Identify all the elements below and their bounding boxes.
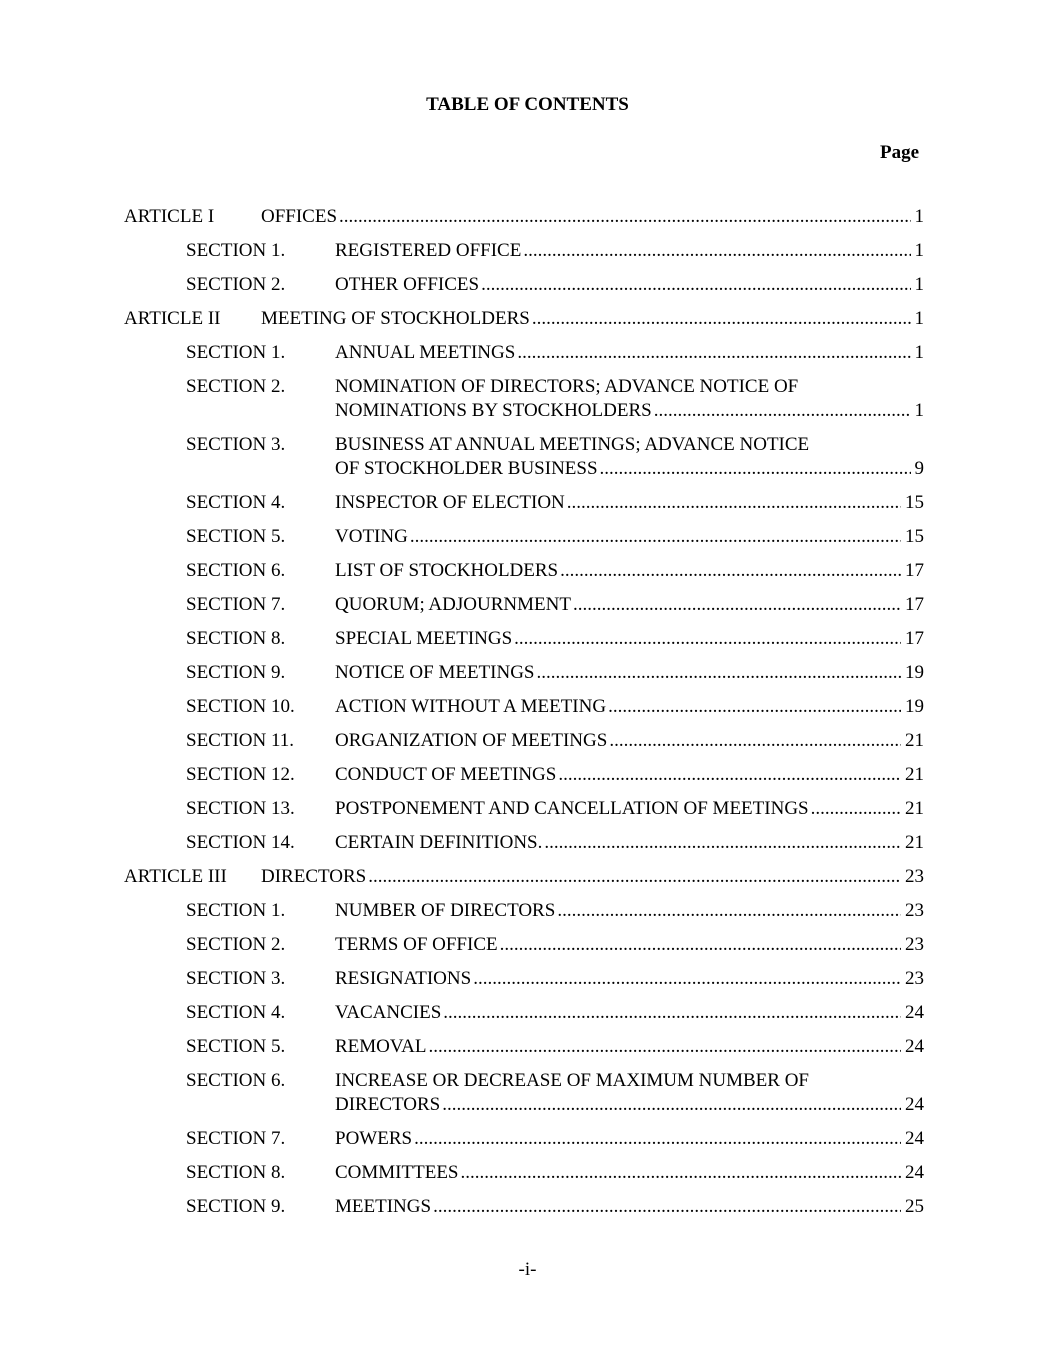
toc-entry-page-number: 24 [905, 1094, 924, 1115]
dot-leader [481, 274, 910, 296]
toc-entry-label: SECTION 1. [186, 900, 286, 921]
toc-entry-leader-line [335, 1002, 924, 1024]
document-title: TABLE OF CONTENTS [426, 94, 629, 115]
toc-entry-leader-line [335, 730, 924, 752]
toc-entry-label: SECTION 13. [186, 798, 295, 819]
toc-entry-leader-line [335, 968, 924, 990]
toc-entry-page-number: 1 [914, 206, 924, 227]
toc-entry-section[interactable] [0, 1070, 1055, 1128]
toc-entry-title: ACTION WITHOUT A MEETING [335, 696, 607, 717]
dot-leader [608, 696, 901, 718]
toc-entry-page-number: 1 [914, 400, 924, 421]
toc-entry-title: DIRECTORS [261, 866, 367, 887]
toc-entry-label: ARTICLE II [124, 308, 221, 329]
toc-entry-section[interactable] [0, 696, 1055, 730]
toc-entry-title: VACANCIES [335, 1002, 442, 1023]
toc-entry-title: NOMINATIONS BY STOCKHOLDERS [335, 400, 652, 421]
toc-entry-title: INCREASE OR DECREASE OF MAXIMUM NUMBER OF [335, 1070, 809, 1091]
toc-entry-section[interactable] [0, 628, 1055, 662]
toc-entry-page-number: 21 [905, 764, 924, 785]
toc-entry-leader-line [335, 594, 924, 616]
toc-entry-title: ORGANIZATION OF MEETINGS [335, 730, 608, 751]
toc-entry-leader-line [335, 900, 924, 922]
toc-entry-label: SECTION 4. [186, 492, 286, 513]
dot-leader [500, 934, 901, 956]
toc-entry-leader-line [335, 764, 924, 786]
toc-entry-section[interactable] [0, 376, 1055, 434]
toc-entry-title: OF STOCKHOLDER BUSINESS [335, 458, 598, 479]
toc-entry-title: NOTICE OF MEETINGS [335, 662, 535, 683]
dot-leader [573, 594, 901, 616]
toc-entry-section[interactable] [0, 526, 1055, 560]
toc-entry-label: ARTICLE I [124, 206, 215, 227]
toc-entry-page-number: 23 [905, 934, 924, 955]
toc-entry-label: SECTION 9. [186, 1196, 286, 1217]
toc-entry-label: SECTION 6. [186, 560, 286, 581]
toc-entry-title: BUSINESS AT ANNUAL MEETINGS; ADVANCE NOTICE [335, 434, 810, 455]
toc-entry-title: CERTAIN DEFINITIONS. [335, 832, 543, 853]
toc-entry-section[interactable] [0, 730, 1055, 764]
toc-entry-label: SECTION 14. [186, 832, 295, 853]
toc-entry-title: OTHER OFFICES [335, 274, 480, 295]
toc-entry-section[interactable] [0, 1002, 1055, 1036]
dot-leader [414, 1128, 901, 1150]
dot-leader [461, 1162, 902, 1184]
toc-entry-title: QUORUM; ADJOURNMENT [335, 594, 571, 615]
toc-entry-page-number: 15 [905, 492, 924, 513]
toc-entry-leader-line [335, 1162, 924, 1184]
dot-leader [433, 1196, 901, 1218]
toc-entry-section[interactable] [0, 1162, 1055, 1196]
toc-entry-section[interactable] [0, 1128, 1055, 1162]
toc-entry-page-number: 17 [905, 628, 924, 649]
toc-entry-page-number: 19 [905, 662, 924, 683]
toc-entry-label: SECTION 5. [186, 526, 286, 547]
toc-entry-page-number: 1 [914, 308, 924, 329]
toc-entry-label: SECTION 11. [186, 730, 295, 751]
toc-entry-leader-line [335, 458, 924, 480]
dot-leader [560, 560, 901, 582]
dot-leader [600, 458, 911, 480]
page-number-footer: -i- [518, 1259, 537, 1280]
toc-entry-title: OFFICES [261, 206, 338, 227]
toc-entry-leader-line [335, 560, 924, 582]
toc-entry-leader-line [335, 274, 924, 296]
toc-entry-section[interactable] [0, 764, 1055, 798]
toc-entry-title: RESIGNATIONS [335, 968, 472, 989]
toc-entry-leader-line [261, 866, 924, 888]
toc-entry-leader-line [335, 342, 924, 364]
toc-entry-leader-line [335, 400, 924, 422]
toc-entry-label: SECTION 9. [186, 662, 286, 683]
toc-entry-label: SECTION 7. [186, 594, 286, 615]
dot-leader [532, 308, 911, 330]
toc-entry-label: SECTION 6. [186, 1070, 286, 1091]
toc-entry-leader-line [335, 628, 924, 650]
dot-leader [811, 798, 901, 820]
toc-entry-section[interactable] [0, 900, 1055, 934]
toc-entry-label: SECTION 3. [186, 968, 286, 989]
toc-entry-section[interactable] [0, 1196, 1055, 1230]
toc-entry-page-number: 24 [905, 1162, 924, 1183]
toc-entry-page-number: 15 [905, 526, 924, 547]
dot-leader [544, 832, 901, 854]
toc-entry-label: SECTION 1. [186, 342, 286, 363]
toc-entry-section[interactable] [0, 274, 1055, 308]
toc-entry-page-number: 1 [914, 274, 924, 295]
toc-entry-title: ANNUAL MEETINGS [335, 342, 516, 363]
dot-leader [557, 900, 901, 922]
toc-entry-title: POSTPONEMENT AND CANCELLATION OF MEETINGS [335, 798, 809, 819]
toc-entry-leader-line [335, 1128, 924, 1150]
toc-entry-page-number: 1 [914, 240, 924, 261]
toc-entry-section[interactable] [0, 1036, 1055, 1070]
toc-entry-leader-line [335, 662, 924, 684]
toc-entry-label: SECTION 8. [186, 1162, 286, 1183]
toc-entry-page-number: 17 [905, 594, 924, 615]
dot-leader [473, 968, 901, 990]
toc-entry-label: SECTION 12. [186, 764, 295, 785]
dot-leader [567, 492, 901, 514]
toc-entry-page-number: 21 [905, 832, 924, 853]
toc-entry-leader-line [261, 206, 924, 228]
toc-entry-label: SECTION 2. [186, 934, 286, 955]
dot-leader [523, 240, 910, 262]
toc-entry-leader-line [335, 832, 924, 854]
toc-entry-label: SECTION 1. [186, 240, 286, 261]
toc-entry-article[interactable] [0, 866, 1055, 900]
toc-entry-label: SECTION 10. [186, 696, 295, 717]
dot-leader [442, 1094, 901, 1116]
toc-entry-title: VOTING [335, 526, 408, 547]
toc-entry-leader-line [335, 798, 924, 820]
toc-entry-title: REMOVAL [335, 1036, 427, 1057]
dot-leader [537, 662, 902, 684]
toc-entry-title: NUMBER OF DIRECTORS [335, 900, 556, 921]
toc-entry-page-number: 24 [905, 1036, 924, 1057]
toc-entry-label: SECTION 2. [186, 376, 286, 397]
toc-entry-leader-line [335, 1196, 924, 1218]
toc-entry-page-number: 23 [905, 968, 924, 989]
toc-entry-leader-line [335, 492, 924, 514]
toc-entry-page-number: 25 [905, 1196, 924, 1217]
dot-leader [429, 1036, 902, 1058]
toc-entry-page-number: 24 [905, 1002, 924, 1023]
toc-entry-page-number: 17 [905, 560, 924, 581]
dot-leader [654, 400, 911, 422]
toc-entry-page-number: 1 [914, 342, 924, 363]
toc-entry-leader-line [335, 934, 924, 956]
toc-entry-label: SECTION 2. [186, 274, 286, 295]
toc-entry-section[interactable] [0, 832, 1055, 866]
toc-entry-title: CONDUCT OF MEETINGS [335, 764, 557, 785]
toc-list [0, 206, 1055, 1230]
toc-entry-leader-line [261, 308, 924, 330]
toc-entry-leader-line [335, 240, 924, 262]
dot-leader [514, 628, 901, 650]
toc-entry-section[interactable] [0, 934, 1055, 968]
toc-entry-section[interactable] [0, 492, 1055, 526]
toc-entry-section[interactable] [0, 240, 1055, 274]
toc-entry-title: NOMINATION OF DIRECTORS; ADVANCE NOTICE OF [335, 376, 799, 397]
dot-leader [517, 342, 910, 364]
dot-leader [558, 764, 901, 786]
toc-entry-title: SPECIAL MEETINGS [335, 628, 513, 649]
toc-entry-leader-line [335, 1036, 924, 1058]
toc-entry-title: MEETINGS [335, 1196, 432, 1217]
toc-entry-title: COMMITTEES [335, 1162, 459, 1183]
toc-entry-leader-line [335, 526, 924, 548]
toc-entry-leader-line [335, 1094, 924, 1116]
dot-leader [443, 1002, 901, 1024]
toc-entry-section[interactable] [0, 342, 1055, 376]
toc-entry-page-number: 24 [905, 1128, 924, 1149]
toc-entry-label: ARTICLE III [124, 866, 227, 887]
toc-entry-label: SECTION 7. [186, 1128, 286, 1149]
dot-leader [368, 866, 901, 888]
toc-entry-title: LIST OF STOCKHOLDERS [335, 560, 559, 581]
dot-leader [410, 526, 901, 548]
toc-entry-section[interactable] [0, 662, 1055, 696]
toc-entry-title: INSPECTOR OF ELECTION [335, 492, 565, 513]
toc-entry-section[interactable] [0, 434, 1055, 492]
toc-entry-section[interactable] [0, 594, 1055, 628]
toc-entry-label: SECTION 4. [186, 1002, 286, 1023]
toc-entry-section[interactable] [0, 798, 1055, 832]
toc-entry-label: SECTION 3. [186, 434, 286, 455]
toc-entry-article[interactable] [0, 308, 1055, 342]
toc-entry-page-number: 19 [905, 696, 924, 717]
toc-entry-label: SECTION 5. [186, 1036, 286, 1057]
toc-entry-page-number: 23 [905, 866, 924, 887]
toc-entry-section[interactable] [0, 560, 1055, 594]
toc-entry-page-number: 21 [905, 798, 924, 819]
toc-entry-title: TERMS OF OFFICE [335, 934, 498, 955]
toc-entry-page-number: 21 [905, 730, 924, 751]
toc-entry-title: REGISTERED OFFICE [335, 240, 522, 261]
dot-leader [609, 730, 901, 752]
toc-entry-label: SECTION 8. [186, 628, 286, 649]
toc-entry-page-number: 23 [905, 900, 924, 921]
page-column-heading: Page [880, 142, 920, 163]
toc-entry-section[interactable] [0, 968, 1055, 1002]
toc-entry-article[interactable] [0, 206, 1055, 240]
toc-entry-title: MEETING OF STOCKHOLDERS [261, 308, 530, 329]
toc-entry-leader-line [335, 696, 924, 718]
dot-leader [339, 206, 910, 228]
toc-entry-title: DIRECTORS [335, 1094, 441, 1115]
toc-entry-title: POWERS [335, 1128, 413, 1149]
toc-entry-page-number: 9 [914, 458, 924, 479]
